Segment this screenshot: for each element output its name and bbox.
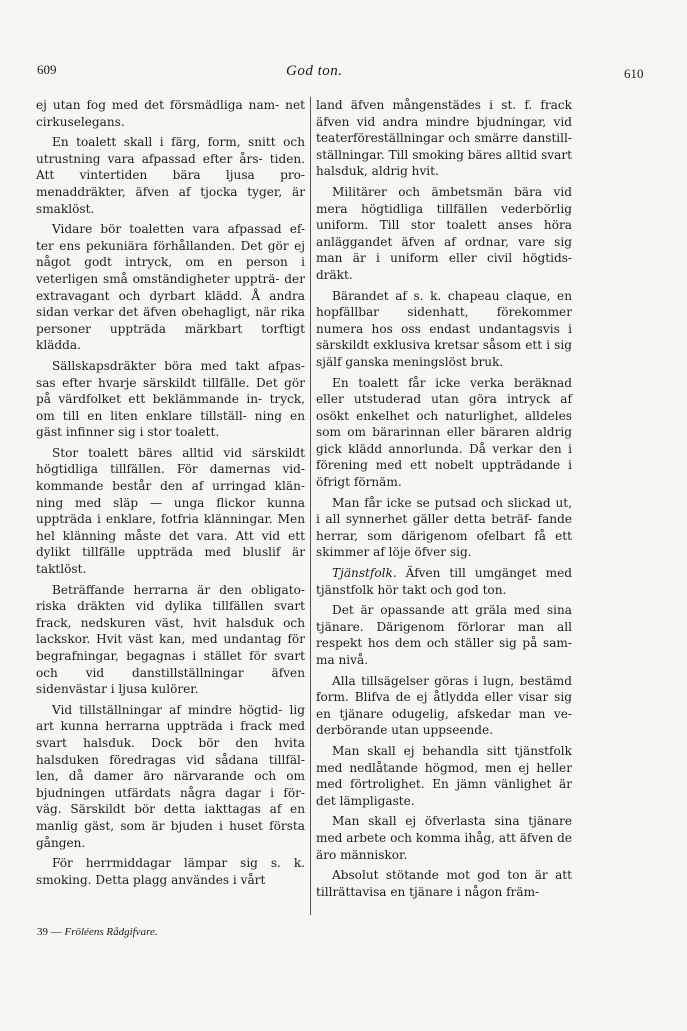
paragraph: Militärer och ämbetsmän bära vid mera högtidliga tillfällen vederbörlig uniform. Till stor toalett anses höra anläggandet äfven af ordnar, vare sig man är i uniform eller civil högtids- dräkt. xyxy=(316,184,572,282)
paragraph: Alla tillsägelser göras i lugn, bestämd form. Blifva de ej åtlydda eller visar sig en tjänare odugelig, afskedar man ve- derbörande utan uppseende. xyxy=(316,673,572,738)
paragraph: Beträffande herrarna är den obligato- riska dräkten vid dylika tillfällen svart frack, nedskuren väst, hvit halsduk och lackskor. Hvit väst kan, med undantag för begrafningar, begagnas i stället för svart och vid danstillställningar äfven sidenvästar i ljusa kulörer. xyxy=(36,582,305,697)
paragraph: Bärandet af s. k. chapeau claque, en hopfällbar sidenhatt, förekommer numera hos oss endast undantagsvis i särskildt exklusiva kretsar såsom ett i sig själf ganska meningslöst bruk. xyxy=(316,288,572,369)
paragraph: En toalett får icke verka beräknad eller utstuderad utan göra intryck af osökt enkelhet och naturlighet, alldeles som om bärarinnan eller bäraren aldrig gick klädd annorlunda. Då verkar den i förening med ett nobelt uppträdande i öfrigt förnäm. xyxy=(316,375,572,490)
paragraph: ej utan fog med det försmädliga nam- net cirkuselegans. xyxy=(36,98,305,129)
footer-number: 39 — xyxy=(37,926,62,938)
right-column xyxy=(316,97,572,904)
paragraph xyxy=(316,565,572,598)
paragraph: Man skall ej öfverlasta sina tjänare med arbete och komma ihåg, att äfven de äro människor. xyxy=(316,814,572,862)
footer-signature xyxy=(37,926,158,938)
paragraph: Stor toalett bäres alltid vid särskildt högtidliga tillfällen. För damernas vid- kommande består den af urringad klän- ning med släp — unga flickor kunna uppträda i enklare, fotfria klänningar. Men hel klänning måste det vara. Att vid ett dylikt tillfälle uppträda med bluslif är taktlöst. xyxy=(36,445,305,577)
column-divider xyxy=(310,97,311,915)
footer-title: Fröléens Rådgifvare. xyxy=(64,926,158,938)
paragraph: Sällskapsdräkter böra med takt afpas- sas efter hvarje särskildt tillfälle. Det gör på värdfolket ett beklämmande in- tryck, om till en liten enklare tillställ- ning en gäst infinner sig i stor toalett. xyxy=(36,358,305,440)
right-page-number: 610 xyxy=(624,66,644,81)
paragraph: Man skall ej behandla sitt tjänstfolk med nedlåtande högmod, men ej heller med förtrolighet. En jämn vänlighet är det lämpligaste. xyxy=(316,743,572,808)
paragraph: Det är opassande att gräla med sina tjänare. Därigenom förlorar man all respekt hos dem och ställer sig på sam- ma nivå. xyxy=(316,603,572,667)
running-title: God ton. xyxy=(286,63,343,79)
paragraph: Man får icke se putsad och slickad ut, i all synnerhet gäller detta beträf- fande herrar, som därigenom ofelbart få ett skimmer af löje öfver sig. xyxy=(316,495,572,560)
section-lead: Tjänstfolk. xyxy=(332,566,397,581)
paragraph: Absolut stötande mot god ton är att tillrättavisa en tjänare i någon främ- xyxy=(316,868,572,899)
left-page-number: 609 xyxy=(37,62,57,77)
paragraph: Vidare bör toaletten vara afpassad ef- ter ens pekuniära förhållanden. Det gör ej något godt intryck, om en person i veterligen små omständigheter uppträ- der extravagant och dyrbart klädd. Å andra sidan verkar det äfven obehagligt, när rika personer uppträda märkbart torftigt klädda. xyxy=(36,222,305,353)
paragraph: För herrmiddagar lämpar sig s. k. smoking. Detta plagg användes i vårt xyxy=(36,856,305,887)
paragraph: En toalett skall i färg, form, snitt och utrustning vara afpassad efter års- tiden. Att vintertiden bära ljusa pro- menaddräkter, äfven af tjocka tyger, är smaklöst. xyxy=(36,135,305,216)
paragraph: land äfven mångenstädes i st. f. frack äfven vid andra mindre bjudningar, vid teaterföreställningar och smärre danstill- ställningar. Till smoking bäres alltid svart halsduk, aldrig hvit. xyxy=(316,98,572,179)
paragraph-text: Äfven till umgänget med tjänstfolk hör takt och god ton. xyxy=(316,566,572,597)
left-column xyxy=(36,97,305,892)
paragraph: Vid tillställningar af mindre högtid- lig art kunna herrarna uppträda i frack med svart halsduk. Dock bör den hvita halsduken föredragas vid sådana tillfäl- len, då damer äro närvarande och om bjudningen utfärdats några dagar i för- väg. Särskildt bör detta iakttagas af en manlig gäst, som är bjuden i huset första gången. xyxy=(36,702,305,850)
